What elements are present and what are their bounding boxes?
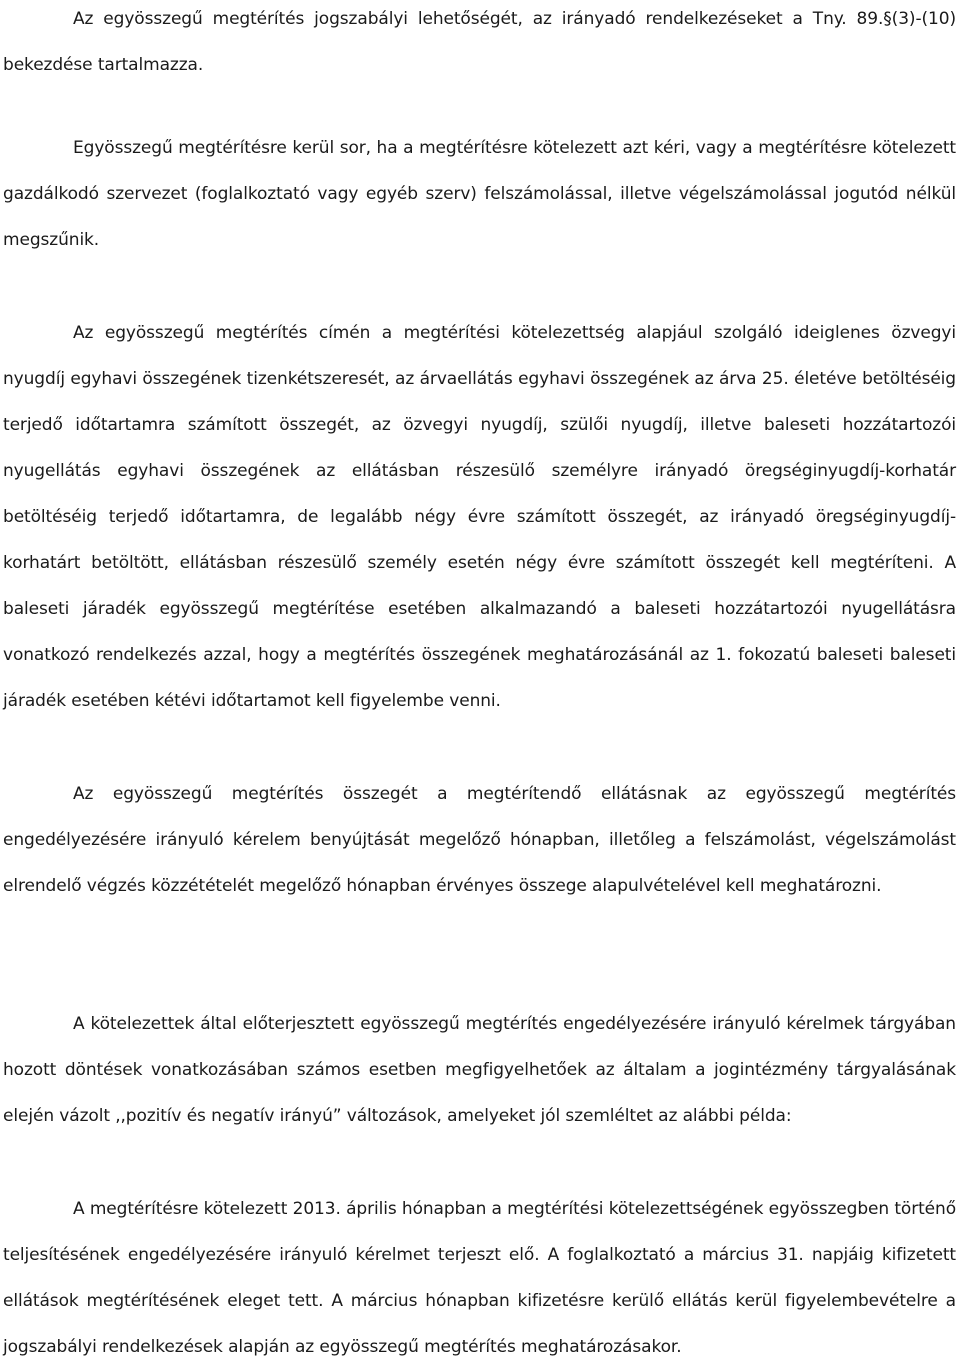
paragraph-amount-basis: Az egyösszegű megtérítés összegét a megtérítendő ellátásnak az egyösszegű megtérítés engedélyezésére irányuló kérelem benyújtását megelőző hónapban, illetőleg a felszámolást, végelszámolást elrendelő végzés közzétételét megelőző hónapban érvényes összege alapulvételével kell meghatározni. [3, 784, 956, 896]
paragraph-conditions: Egyösszegű megtérítésre kerül sor, ha a megtérítésre kötelezett azt kéri, vagy a megtérítésre kötelezett gazdálkodó szervezet (foglalkoztató vagy egyéb szerv) felszámolással, illetve végelszámolással jogutód nélkül megszűnik. [3, 138, 956, 250]
paragraph-decisions: A kötelezettek által előterjesztett egyösszegű megtérítés engedélyezésére irányuló kérelmek tárgyában hozott döntések vonatkozásában számos esetben megfigyelhetőek az általam a jogintézmény tárgyalásának elején vázolt ,,pozitív és negatív irányú” változások, amelyeket jól szemléltet az alábbi példa: [3, 1014, 956, 1126]
paragraph-example: A megtérítésre kötelezett 2013. április hónapban a megtérítési kötelezettségének egyösszegben történő teljesítésének engedélyezésére irányuló kérelmet terjeszt elő. A foglalkoztató a március 31. napjáig kifizetett ellátások megtérítésének eleget tett. A március hónapban kifizetésre kerülő ellátás kerül figyelembevételre a jogszabályi rendelkezések alapján az egyösszegű megtérítés meghatározásakor. [3, 1199, 957, 1357]
paragraph-amount-calculation: Az egyösszegű megtérítés címén a megtérítési kötelezettség alapjául szolgáló ideiglenes özvegyi nyugdíj egyhavi összegének tizenkétszeresét, az árvaellátás egyhavi összegének az árva 25. életéve betöltéséig terjedő időtartamra számított összegét, az özvegyi nyugdíj, szülői nyugdíj, illetve baleseti hozzátartozói nyugellátás egyhavi összegének az ellátásban részesülő személyre irányadó öregséginyugdíj-korhatár betöltéséig terjedő időtartamra, de legalább négy évre számított összegét, az irányadó öregséginyugdíj-korhatárt betöltött, ellátásban részesülő személy esetén négy évre számított összegét kell megtéríteni. A baleseti járadék egyösszegű megtérítése esetében alkalmazandó a baleseti hozzátartozói nyugellátásra vonatkozó rendelkezés azzal, hogy a megtérítés összegének meghatározásánál az 1. fokozatú baleseti baleseti járadék esetében kétévi időtartamot kell figyelembe venni. [3, 323, 956, 711]
paragraph-legal-basis: Az egyösszegű megtérítés jogszabályi lehetőségét, az irányadó rendelkezéseket a Tny. 89.§(3)-(10) bekezdése tartalmazza. [3, 9, 956, 75]
